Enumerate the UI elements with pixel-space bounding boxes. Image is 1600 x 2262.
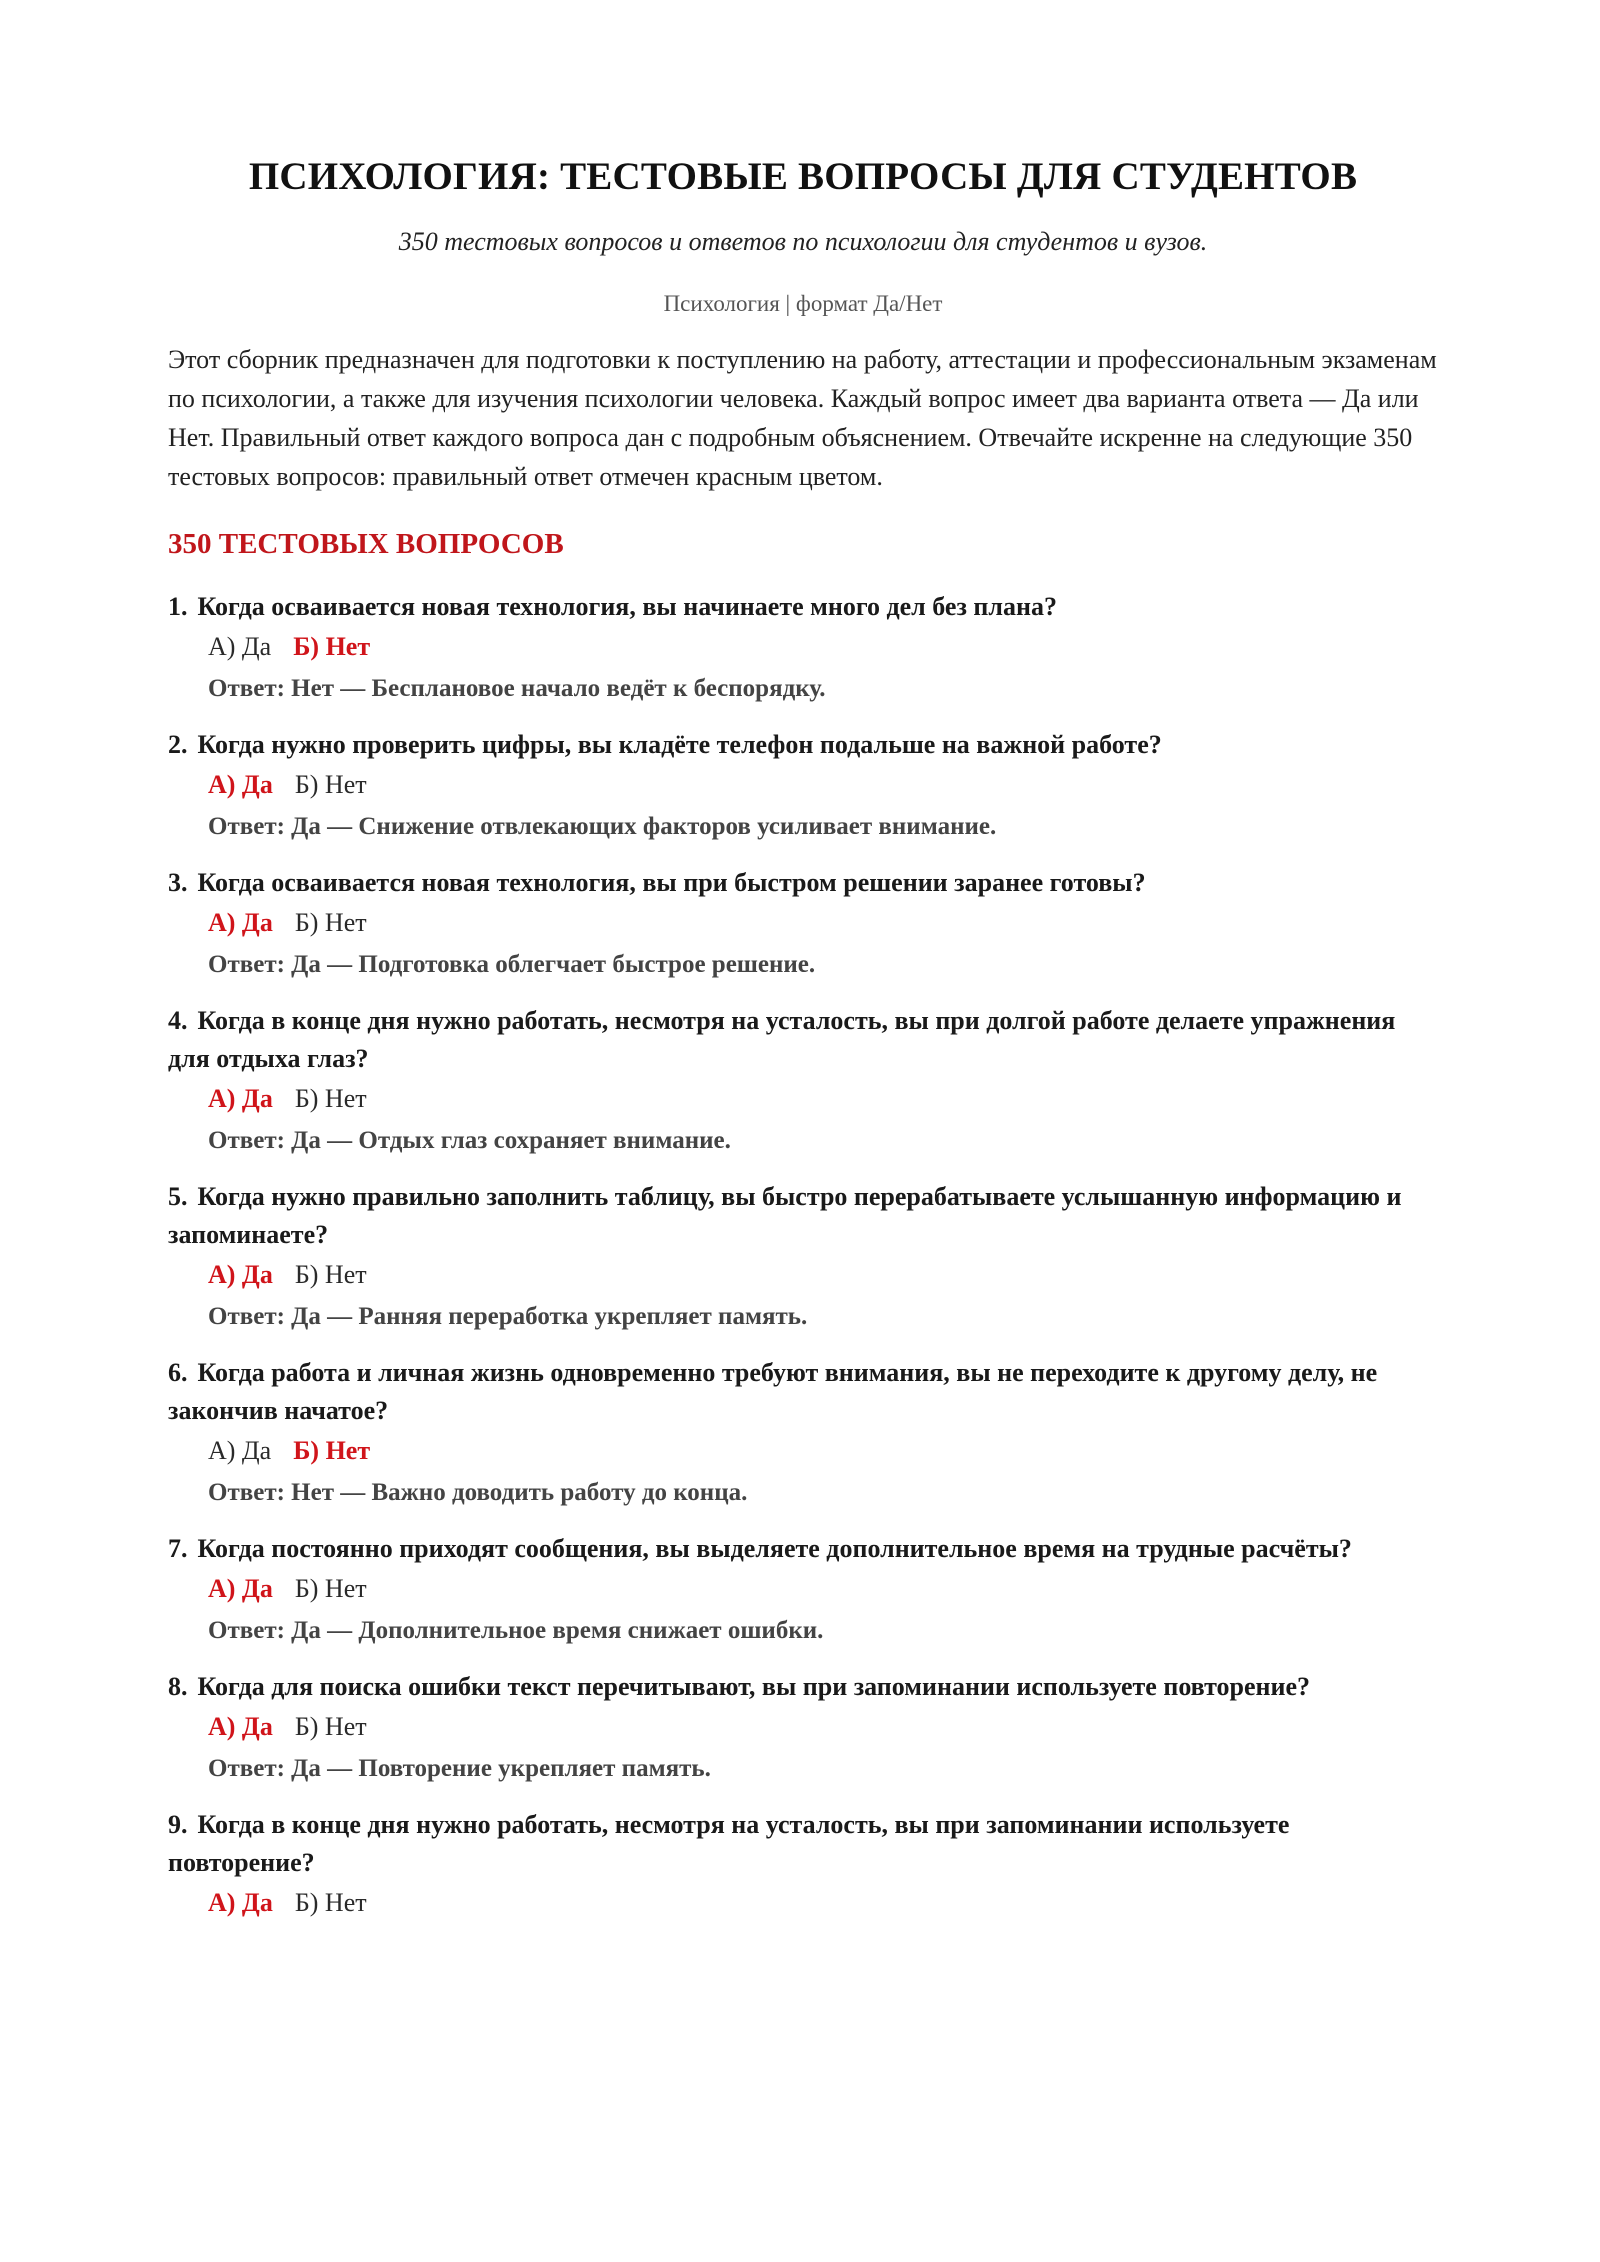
question-number: 9. (168, 1810, 188, 1839)
question-label: Когда в конце дня нужно работать, несмотря на усталость, вы при долгой работе делаете упражнения для отдыха глаз? (168, 1006, 1396, 1073)
question-item (168, 1354, 1438, 1514)
answer-options (168, 1568, 1438, 1610)
option-b: Б) Нет (293, 1436, 371, 1465)
answer-options (168, 1254, 1438, 1296)
question-text (168, 588, 1438, 626)
option-a: А) Да (208, 1574, 273, 1603)
question-number: 2. (168, 730, 188, 759)
option-a: А) Да (208, 1712, 273, 1741)
answer-explanation: Ответ: Да — Повторение укрепляет память. (208, 1755, 711, 1782)
option-b: Б) Нет (294, 1260, 367, 1289)
answer-options (168, 1430, 1438, 1472)
option-a: А) Да (208, 632, 272, 661)
answer-options (168, 1078, 1438, 1120)
option-b: Б) Нет (294, 908, 367, 937)
answer-explanation: Ответ: Нет — Бесплановое начало ведёт к беспорядку. (208, 675, 826, 702)
question-label: Когда постоянно приходят сообщения, вы выделяете дополнительное время на трудные расчёты? (197, 1534, 1352, 1563)
question-label: Когда нужно проверить цифры, вы кладёте телефон подальше на важной работе? (197, 730, 1162, 759)
document-subtitle: 350 тестовых вопросов и ответов по психологии для студентов и вузов. (398, 227, 1208, 256)
question-label: Когда нужно правильно заполнить таблицу, вы быстро перерабатываете услышанную информацию и запоминаете? (168, 1182, 1402, 1249)
question-text (168, 1806, 1438, 1882)
question-item (168, 1530, 1438, 1652)
question-number: 4. (168, 1006, 188, 1035)
question-item (168, 1668, 1438, 1790)
question-item (168, 1002, 1438, 1162)
question-item (168, 726, 1438, 848)
question-text (168, 726, 1438, 764)
question-item (168, 1806, 1438, 1924)
question-text (168, 1178, 1438, 1254)
question-number: 3. (168, 868, 188, 897)
option-a: А) Да (208, 1436, 272, 1465)
option-b: Б) Нет (294, 770, 367, 799)
question-item (168, 1178, 1438, 1338)
section-heading: 350 ТЕСТОВЫХ ВОПРОСОВ (168, 528, 564, 560)
question-number: 1. (168, 592, 188, 621)
option-a: А) Да (208, 1084, 273, 1113)
option-b: Б) Нет (293, 632, 371, 661)
answer-options (168, 764, 1438, 806)
document-title: ПСИХОЛОГИЯ: ТЕСТОВЫЕ ВОПРОСЫ ДЛЯ СТУДЕНТОВ (248, 155, 1358, 198)
question-text (168, 1354, 1438, 1430)
answer-options (168, 902, 1438, 944)
document-page (168, 150, 1438, 1940)
answer-explanation: Ответ: Да — Ранняя переработка укрепляет память. (208, 1303, 808, 1330)
question-number: 8. (168, 1672, 188, 1701)
option-a: А) Да (208, 1888, 273, 1917)
question-label: Когда осваивается новая технология, вы начинаете много дел без плана? (197, 592, 1057, 621)
answer-explanation: Ответ: Нет — Важно доводить работу до конца. (208, 1479, 748, 1506)
answer-options (168, 626, 1438, 668)
option-b: Б) Нет (294, 1084, 367, 1113)
question-item (168, 864, 1438, 986)
question-item (168, 588, 1438, 710)
answer-options (168, 1706, 1438, 1748)
question-label: Когда работа и личная жизнь одновременно требуют внимания, вы не переходите к другому делу, не закончив начатое? (168, 1358, 1378, 1425)
document-meta: Психология | формат Да/Нет (663, 291, 943, 316)
answer-explanation: Ответ: Да — Подготовка облегчает быстрое решение. (208, 951, 816, 978)
question-text (168, 1530, 1438, 1568)
question-text (168, 1002, 1438, 1078)
option-a: А) Да (208, 908, 273, 937)
question-number: 7. (168, 1534, 188, 1563)
question-text (168, 1668, 1438, 1706)
option-b: Б) Нет (294, 1712, 367, 1741)
answer-options (168, 1882, 1438, 1924)
option-b: Б) Нет (294, 1574, 367, 1603)
option-b: Б) Нет (294, 1888, 367, 1917)
question-list (168, 588, 1438, 1924)
question-number: 6. (168, 1358, 188, 1387)
question-label: Когда для поиска ошибки текст перечитывают, вы при запоминании используете повторение? (197, 1672, 1311, 1701)
option-a: А) Да (208, 1260, 273, 1289)
question-label: Когда осваивается новая технология, вы при быстром решении заранее готовы? (197, 868, 1146, 897)
answer-explanation: Ответ: Да — Дополнительное время снижает ошибки. (208, 1617, 824, 1644)
question-number: 5. (168, 1182, 188, 1211)
intro-paragraph: Этот сборник предназначен для подготовки к поступлению на работу, аттестации и профессиональным экзаменам по психологии, а также для изучения психологии человека. Каждый вопрос имеет два варианта ответа — Да или Нет. Правильный ответ каждого вопроса дан с подробным объяснением. Отвечайте искренне на следующие 350 тестовых вопросов: правильный ответ отмечен красным цветом. (168, 345, 1437, 491)
question-text (168, 864, 1438, 902)
question-label: Когда в конце дня нужно работать, несмотря на усталость, вы при запоминании используете повторение? (168, 1810, 1290, 1877)
answer-explanation: Ответ: Да — Отдых глаз сохраняет внимание. (208, 1127, 731, 1154)
answer-explanation: Ответ: Да — Снижение отвлекающих факторов усиливает внимание. (208, 813, 997, 840)
option-a: А) Да (208, 770, 273, 799)
